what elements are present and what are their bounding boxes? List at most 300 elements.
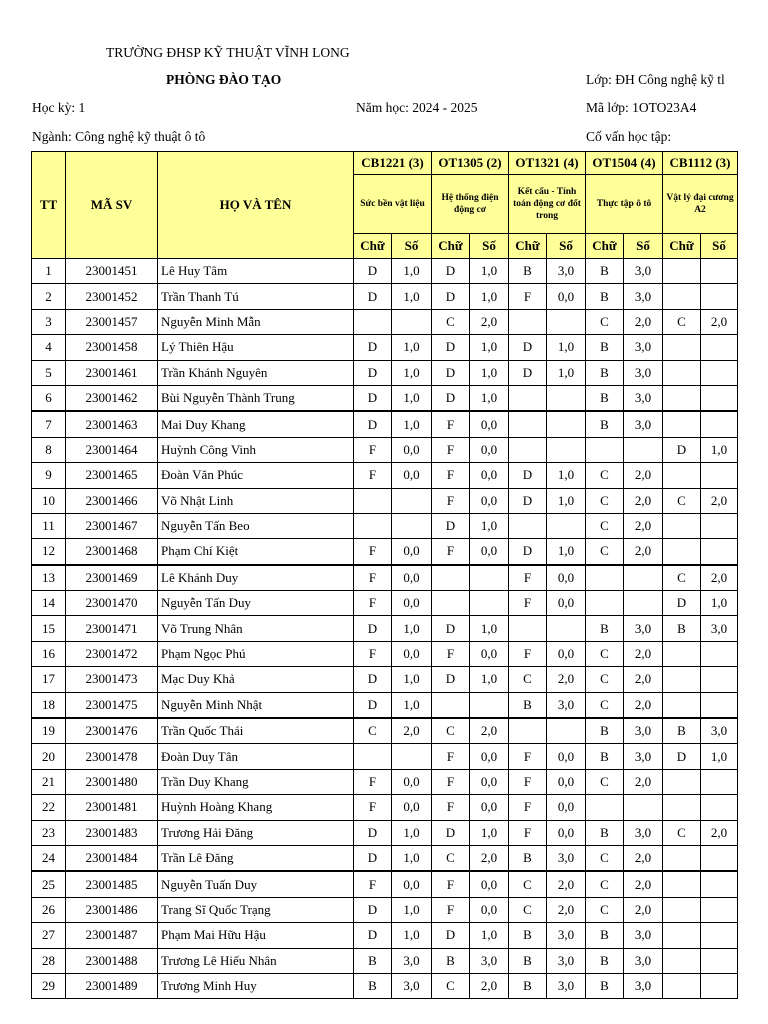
- course-name: Thực tập ô tô: [586, 175, 663, 234]
- numeric-grade: 1,0: [392, 692, 432, 718]
- numeric-grade: 3,0: [624, 973, 663, 998]
- row-number: 24: [32, 845, 66, 871]
- numeric-grade: 3,0: [624, 616, 663, 641]
- student-name: Mạc Duy Khả: [158, 667, 354, 692]
- letter-grade: C: [663, 488, 701, 513]
- letter-grade: B: [509, 923, 547, 948]
- numeric-grade: 1,0: [392, 284, 432, 309]
- table-row: [32, 795, 738, 820]
- table-row: [32, 284, 738, 309]
- letter-grade: D: [432, 820, 470, 845]
- numeric-grade: [624, 437, 663, 462]
- row-number: 27: [32, 923, 66, 948]
- student-name: Trương Minh Huy: [158, 973, 354, 998]
- letter-grade: F: [509, 744, 547, 769]
- letter-grade: C: [663, 820, 701, 845]
- numeric-grade: 0,0: [547, 820, 586, 845]
- course-code: OT1321 (4): [509, 152, 586, 175]
- letter-grade: C: [586, 897, 624, 922]
- student-name: Nguyễn Tấn Duy: [158, 591, 354, 616]
- letter-grade: D: [509, 360, 547, 385]
- numeric-grade: 0,0: [392, 539, 432, 565]
- letter-grade: D: [354, 923, 392, 948]
- letter-grade: B: [586, 718, 624, 744]
- letter-grade: C: [586, 692, 624, 718]
- letter-grade: D: [663, 744, 701, 769]
- numeric-grade: 2,0: [624, 667, 663, 692]
- numeric-grade: 3,0: [547, 948, 586, 973]
- letter-grade: C: [354, 718, 392, 744]
- numeric-grade: [470, 692, 509, 718]
- letter-grade: B: [586, 820, 624, 845]
- letter-grade: F: [432, 463, 470, 488]
- student-name: Mai Duy Khang: [158, 411, 354, 437]
- letter-grade: [509, 411, 547, 437]
- numeric-grade: [701, 897, 738, 922]
- table-row: [32, 897, 738, 922]
- row-number: 4: [32, 335, 66, 360]
- numeric-grade: 2,0: [624, 769, 663, 794]
- numeric-grade: 0,0: [470, 488, 509, 513]
- table-row: [32, 513, 738, 538]
- letter-grade: D: [432, 360, 470, 385]
- row-number: 11: [32, 513, 66, 538]
- letter-grade: [663, 259, 701, 284]
- row-number: 9: [32, 463, 66, 488]
- student-name: Nguyễn Tuấn Duy: [158, 871, 354, 897]
- numeric-grade: 2,0: [701, 565, 738, 591]
- student-name: Lê Khánh Duy: [158, 565, 354, 591]
- numeric-grade: 2,0: [624, 897, 663, 922]
- numeric-grade: [701, 795, 738, 820]
- numeric-grade: 2,0: [624, 488, 663, 513]
- student-name: Trần Khánh Nguyên: [158, 360, 354, 385]
- numeric-grade: 1,0: [470, 335, 509, 360]
- table-row: [32, 718, 738, 744]
- student-name: Lý Thiên Hậu: [158, 335, 354, 360]
- student-id: 23001468: [66, 539, 158, 565]
- letter-grade: C: [432, 845, 470, 871]
- letter-grade: C: [663, 309, 701, 334]
- numeric-grade: 3,0: [624, 718, 663, 744]
- letter-grade: B: [432, 948, 470, 973]
- student-id: 23001476: [66, 718, 158, 744]
- table-row: [32, 539, 738, 565]
- numeric-grade: 1,0: [470, 820, 509, 845]
- numeric-grade: 3,0: [624, 820, 663, 845]
- letter-grade: C: [586, 488, 624, 513]
- letter-grade: B: [354, 973, 392, 998]
- numeric-grade: [624, 795, 663, 820]
- student-id: 23001462: [66, 385, 158, 411]
- numeric-grade: 1,0: [392, 845, 432, 871]
- major-label: Ngành: Công nghệ kỹ thuật ô tô: [32, 129, 206, 144]
- letter-grade: [586, 591, 624, 616]
- numeric-grade: 3,0: [701, 616, 738, 641]
- table-row: [32, 973, 738, 998]
- student-id: 23001465: [66, 463, 158, 488]
- numeric-grade: 0,0: [547, 744, 586, 769]
- school-name: TRƯỜNG ĐHSP KỸ THUẬT VĨNH LONG: [106, 45, 350, 60]
- student-name: Trần Duy Khang: [158, 769, 354, 794]
- semester-label: Học kỳ: 1: [32, 100, 86, 115]
- row-number: 14: [32, 591, 66, 616]
- letter-grade: D: [432, 616, 470, 641]
- letter-grade: D: [509, 463, 547, 488]
- student-name: Bùi Nguyễn Thành Trung: [158, 385, 354, 411]
- header-letter-grade: Chữ: [432, 234, 470, 259]
- letter-grade: [509, 718, 547, 744]
- table-row: [32, 820, 738, 845]
- row-number: 2: [32, 284, 66, 309]
- letter-grade: F: [354, 769, 392, 794]
- numeric-grade: 3,0: [547, 845, 586, 871]
- course-name: Sức bền vật liệu: [354, 175, 432, 234]
- table-row: [32, 948, 738, 973]
- letter-grade: F: [354, 641, 392, 666]
- numeric-grade: 3,0: [624, 284, 663, 309]
- letter-grade: D: [509, 539, 547, 565]
- numeric-grade: 2,0: [701, 488, 738, 513]
- letter-grade: F: [509, 769, 547, 794]
- letter-grade: [663, 463, 701, 488]
- numeric-grade: 0,0: [547, 641, 586, 666]
- letter-grade: D: [354, 897, 392, 922]
- letter-grade: F: [509, 591, 547, 616]
- numeric-grade: 2,0: [624, 871, 663, 897]
- student-name: Nguyễn Minh Mẫn: [158, 309, 354, 334]
- row-number: 20: [32, 744, 66, 769]
- numeric-grade: 1,0: [547, 360, 586, 385]
- letter-grade: F: [509, 641, 547, 666]
- row-number: 12: [32, 539, 66, 565]
- student-name: Trương Hải Đăng: [158, 820, 354, 845]
- numeric-grade: 0,0: [470, 463, 509, 488]
- student-id: 23001480: [66, 769, 158, 794]
- numeric-grade: 1,0: [392, 385, 432, 411]
- numeric-grade: 3,0: [624, 385, 663, 411]
- numeric-grade: [624, 565, 663, 591]
- student-name: Huỳnh Công Vinh: [158, 437, 354, 462]
- letter-grade: B: [509, 259, 547, 284]
- numeric-grade: 2,0: [392, 718, 432, 744]
- letter-grade: D: [354, 335, 392, 360]
- student-id: 23001487: [66, 923, 158, 948]
- numeric-grade: 3,0: [624, 923, 663, 948]
- letter-grade: D: [354, 616, 392, 641]
- letter-grade: D: [509, 335, 547, 360]
- student-name: Võ Trung Nhân: [158, 616, 354, 641]
- numeric-grade: 1,0: [392, 411, 432, 437]
- student-name: Phạm Ngọc Phú: [158, 641, 354, 666]
- numeric-grade: 3,0: [547, 692, 586, 718]
- student-id: 23001457: [66, 309, 158, 334]
- student-name: Trương Lê Hiếu Nhân: [158, 948, 354, 973]
- letter-grade: D: [432, 385, 470, 411]
- student-id: 23001464: [66, 437, 158, 462]
- numeric-grade: 0,0: [470, 641, 509, 666]
- numeric-grade: [470, 591, 509, 616]
- numeric-grade: 1,0: [470, 616, 509, 641]
- numeric-grade: [701, 284, 738, 309]
- letter-grade: C: [432, 718, 470, 744]
- letter-grade: D: [354, 692, 392, 718]
- numeric-grade: [470, 565, 509, 591]
- numeric-grade: 0,0: [392, 769, 432, 794]
- table-row: [32, 923, 738, 948]
- letter-grade: [663, 513, 701, 538]
- numeric-grade: 2,0: [624, 692, 663, 718]
- letter-grade: [663, 973, 701, 998]
- grade-table-body: [32, 259, 738, 999]
- numeric-grade: 0,0: [470, 411, 509, 437]
- letter-grade: [663, 692, 701, 718]
- letter-grade: [663, 923, 701, 948]
- table-row: [32, 641, 738, 666]
- numeric-grade: 0,0: [392, 871, 432, 897]
- class-label: Lớp: ĐH Công nghệ kỹ tl: [586, 72, 725, 87]
- student-id: 23001470: [66, 591, 158, 616]
- letter-grade: C: [586, 845, 624, 871]
- student-id: 23001483: [66, 820, 158, 845]
- letter-grade: B: [509, 692, 547, 718]
- student-id: 23001471: [66, 616, 158, 641]
- row-number: 19: [32, 718, 66, 744]
- table-row: [32, 360, 738, 385]
- letter-grade: F: [432, 488, 470, 513]
- letter-grade: B: [586, 973, 624, 998]
- numeric-grade: 0,0: [392, 565, 432, 591]
- school-year-label: Năm học: 2024 - 2025: [356, 100, 478, 115]
- numeric-grade: 2,0: [470, 845, 509, 871]
- letter-grade: D: [354, 259, 392, 284]
- student-name: Nguyễn Tấn Beo: [158, 513, 354, 538]
- student-name: Đoàn Văn Phúc: [158, 463, 354, 488]
- table-row: [32, 769, 738, 794]
- course-name: Vật lý đại cương A2: [663, 175, 738, 234]
- letter-grade: B: [586, 616, 624, 641]
- letter-grade: D: [432, 335, 470, 360]
- numeric-grade: 0,0: [470, 871, 509, 897]
- letter-grade: F: [432, 641, 470, 666]
- letter-grade: C: [586, 513, 624, 538]
- numeric-grade: 3,0: [624, 335, 663, 360]
- numeric-grade: 2,0: [470, 718, 509, 744]
- letter-grade: D: [354, 845, 392, 871]
- letter-grade: [509, 309, 547, 334]
- numeric-grade: 1,0: [547, 488, 586, 513]
- numeric-grade: 2,0: [624, 309, 663, 334]
- numeric-grade: 3,0: [547, 923, 586, 948]
- numeric-grade: [701, 692, 738, 718]
- header-numeric-grade: Số: [392, 234, 432, 259]
- student-id: 23001478: [66, 744, 158, 769]
- table-row: [32, 385, 738, 411]
- numeric-grade: 0,0: [547, 591, 586, 616]
- table-row: [32, 437, 738, 462]
- course-name: Hệ thống điện động cơ: [432, 175, 509, 234]
- numeric-grade: 1,0: [470, 667, 509, 692]
- student-name: Nguyễn Minh Nhật: [158, 692, 354, 718]
- student-name: Huỳnh Hoàng Khang: [158, 795, 354, 820]
- numeric-grade: [392, 309, 432, 334]
- student-id: 23001451: [66, 259, 158, 284]
- advisor-label: Cố vấn học tập:: [586, 129, 672, 144]
- letter-grade: C: [586, 463, 624, 488]
- numeric-grade: 1,0: [392, 667, 432, 692]
- letter-grade: F: [432, 769, 470, 794]
- numeric-grade: 0,0: [547, 284, 586, 309]
- row-number: 8: [32, 437, 66, 462]
- letter-grade: [586, 795, 624, 820]
- letter-grade: D: [663, 591, 701, 616]
- letter-grade: F: [432, 411, 470, 437]
- numeric-grade: [547, 616, 586, 641]
- letter-grade: F: [509, 284, 547, 309]
- letter-grade: B: [586, 259, 624, 284]
- numeric-grade: [392, 744, 432, 769]
- numeric-grade: 2,0: [701, 820, 738, 845]
- letter-grade: [354, 488, 392, 513]
- numeric-grade: 0,0: [547, 769, 586, 794]
- numeric-grade: [701, 360, 738, 385]
- letter-grade: B: [354, 948, 392, 973]
- numeric-grade: 1,0: [470, 284, 509, 309]
- letter-grade: C: [509, 897, 547, 922]
- numeric-grade: [701, 259, 738, 284]
- numeric-grade: [701, 667, 738, 692]
- header-letter-grade: Chữ: [586, 234, 624, 259]
- table-row: [32, 616, 738, 641]
- numeric-grade: [547, 385, 586, 411]
- letter-grade: B: [586, 744, 624, 769]
- letter-grade: C: [586, 641, 624, 666]
- table-row: [32, 463, 738, 488]
- letter-grade: [354, 513, 392, 538]
- student-id: 23001481: [66, 795, 158, 820]
- numeric-grade: 0,0: [392, 463, 432, 488]
- letter-grade: B: [586, 284, 624, 309]
- numeric-grade: 2,0: [470, 309, 509, 334]
- numeric-grade: [701, 335, 738, 360]
- numeric-grade: [701, 513, 738, 538]
- student-id: 23001475: [66, 692, 158, 718]
- letter-grade: F: [432, 795, 470, 820]
- numeric-grade: 0,0: [470, 539, 509, 565]
- letter-grade: B: [586, 335, 624, 360]
- letter-grade: [432, 591, 470, 616]
- numeric-grade: 0,0: [547, 565, 586, 591]
- numeric-grade: 1,0: [701, 591, 738, 616]
- numeric-grade: 0,0: [392, 437, 432, 462]
- numeric-grade: [701, 923, 738, 948]
- table-row: [32, 565, 738, 591]
- numeric-grade: 0,0: [470, 769, 509, 794]
- row-number: 26: [32, 897, 66, 922]
- row-number: 23: [32, 820, 66, 845]
- numeric-grade: [701, 973, 738, 998]
- header-student-id: MÃ SV: [66, 152, 158, 259]
- row-number: 17: [32, 667, 66, 692]
- numeric-grade: 2,0: [547, 897, 586, 922]
- numeric-grade: 3,0: [547, 973, 586, 998]
- numeric-grade: 0,0: [470, 897, 509, 922]
- student-name: Trang Sĩ Quốc Trạng: [158, 897, 354, 922]
- row-number: 18: [32, 692, 66, 718]
- numeric-grade: [701, 871, 738, 897]
- letter-grade: [663, 871, 701, 897]
- student-id: 23001472: [66, 641, 158, 666]
- numeric-grade: 1,0: [392, 616, 432, 641]
- numeric-grade: 1,0: [701, 744, 738, 769]
- numeric-grade: 0,0: [470, 744, 509, 769]
- letter-grade: F: [354, 463, 392, 488]
- class-code-label: Mã lớp: 1OTO23A4: [586, 100, 697, 115]
- letter-grade: [663, 335, 701, 360]
- student-id: 23001458: [66, 335, 158, 360]
- numeric-grade: 1,0: [392, 360, 432, 385]
- row-number: 16: [32, 641, 66, 666]
- table-row: [32, 591, 738, 616]
- letter-grade: [663, 769, 701, 794]
- letter-grade: F: [354, 795, 392, 820]
- student-name: Võ Nhật Linh: [158, 488, 354, 513]
- letter-grade: F: [354, 565, 392, 591]
- student-name: Trần Quốc Thái: [158, 718, 354, 744]
- grade-table: [31, 151, 738, 999]
- numeric-grade: [701, 845, 738, 871]
- letter-grade: C: [586, 769, 624, 794]
- numeric-grade: 1,0: [470, 923, 509, 948]
- numeric-grade: 1,0: [470, 513, 509, 538]
- letter-grade: [509, 513, 547, 538]
- numeric-grade: 0,0: [392, 591, 432, 616]
- numeric-grade: 3,0: [624, 360, 663, 385]
- numeric-grade: 1,0: [547, 539, 586, 565]
- row-number: 13: [32, 565, 66, 591]
- letter-grade: D: [354, 284, 392, 309]
- letter-grade: B: [586, 385, 624, 411]
- letter-grade: [663, 284, 701, 309]
- row-number: 29: [32, 973, 66, 998]
- numeric-grade: 1,0: [547, 335, 586, 360]
- student-name: Trần Thanh Tú: [158, 284, 354, 309]
- table-row: [32, 667, 738, 692]
- numeric-grade: 2,0: [470, 973, 509, 998]
- student-name: Phạm Chí Kiệt: [158, 539, 354, 565]
- letter-grade: F: [354, 539, 392, 565]
- header-tt: TT: [32, 152, 66, 259]
- numeric-grade: [392, 488, 432, 513]
- numeric-grade: 3,0: [624, 259, 663, 284]
- letter-grade: D: [432, 259, 470, 284]
- letter-grade: D: [432, 513, 470, 538]
- letter-grade: C: [586, 539, 624, 565]
- student-id: 23001485: [66, 871, 158, 897]
- numeric-grade: 2,0: [624, 845, 663, 871]
- numeric-grade: [547, 718, 586, 744]
- table-row: [32, 309, 738, 334]
- letter-grade: [663, 795, 701, 820]
- letter-grade: [509, 385, 547, 411]
- header-numeric-grade: Số: [547, 234, 586, 259]
- header-numeric-grade: Số: [701, 234, 738, 259]
- letter-grade: B: [663, 616, 701, 641]
- letter-grade: [663, 845, 701, 871]
- letter-grade: B: [586, 411, 624, 437]
- header-letter-grade: Chữ: [663, 234, 701, 259]
- letter-grade: D: [432, 284, 470, 309]
